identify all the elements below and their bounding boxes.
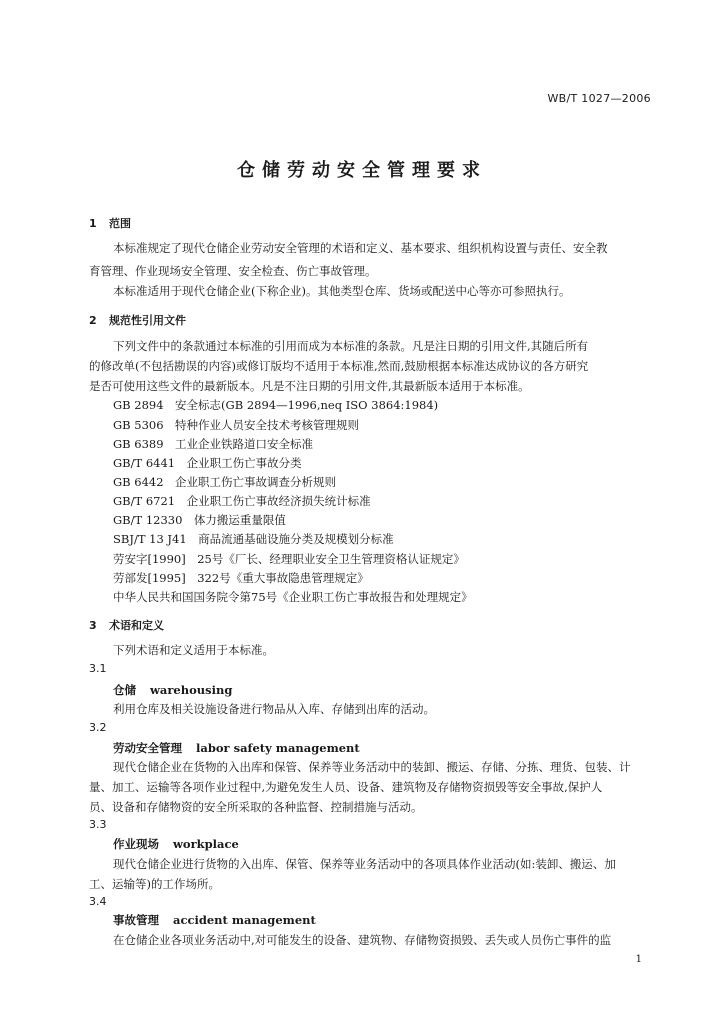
clause-number: 3.3 bbox=[89, 818, 107, 831]
paragraph-line: 本标准规定了现代仓储企业劳动安全管理的术语和定义、基本要求、组织机构设置与责任、安全教 bbox=[113, 241, 608, 255]
reference-item: 劳部发[1995] 322号《重大事故隐患管理规定》 bbox=[113, 571, 369, 585]
reference-item: GB 6389 工业企业铁路道口安全标准 bbox=[113, 437, 314, 451]
term-chinese: 仓储 bbox=[113, 683, 136, 697]
paragraph-line: 是否可使用这些文件的最新版本。凡是不注日期的引用文件,其最新版本适用于本标准。 bbox=[89, 379, 530, 393]
section-2-heading bbox=[89, 312, 186, 328]
paragraph-line: 下列文件中的条款通过本标准的引用而成为本标准的条款。凡是注日期的引用文件,其随后所有 bbox=[113, 339, 589, 353]
clause-number: 3.4 bbox=[89, 895, 107, 908]
definition-line: 现代仓储企业进行货物的入出库、保管、保养等业务活动中的各项具体作业活动(如:装卸、搬运、加 bbox=[113, 857, 616, 871]
definition-line: 量、加工、运输等各项作业过程中,为避免发生人员、设备、建筑物及存储物资损毁等安全事故,保护人 bbox=[89, 780, 603, 794]
term-heading bbox=[113, 836, 239, 852]
term-english: workplace bbox=[173, 837, 239, 851]
page-number: 1 bbox=[635, 954, 642, 965]
section-number: 1 bbox=[89, 217, 97, 230]
document-title: 仓储劳动安全管理要求 bbox=[237, 160, 487, 181]
definition-line: 工、运输等)的工作场所。 bbox=[89, 877, 220, 891]
section-1-heading bbox=[89, 215, 131, 231]
term-english: accident management bbox=[173, 913, 316, 927]
section-title: 术语和定义 bbox=[109, 619, 164, 632]
definition-line: 员、设备和存储物资的安全所采取的各种监督、控制措施与活动。 bbox=[89, 800, 423, 814]
paragraph-line: 的修改单(不包括勘误的内容)或修订版均不适用于本标准,然而,鼓励根据本标准达成协议的各方研究 bbox=[89, 359, 589, 373]
section-number: 2 bbox=[89, 314, 97, 327]
term-english: warehousing bbox=[150, 683, 233, 697]
definition-line: 利用仓库及相关设施设备进行物品从入库、存储到出库的活动。 bbox=[113, 702, 435, 716]
definition-line: 在仓储企业各项业务活动中,对可能发生的设备、建筑物、存储物资损毁、丢失或人员伤亡事件的监 bbox=[113, 933, 612, 947]
clause-number: 3.2 bbox=[89, 721, 107, 734]
term-english: labor safety management bbox=[196, 741, 360, 755]
section-3-heading bbox=[89, 617, 164, 633]
reference-item: 劳安字[1990] 25号《厂长、经理职业安全卫生管理资格认证规定》 bbox=[113, 552, 465, 566]
standard-code: WB/T 1027—2006 bbox=[547, 92, 651, 105]
section-title: 范围 bbox=[109, 217, 131, 230]
reference-item: GB 5306 特种作业人员安全技术考核管理规则 bbox=[113, 418, 360, 432]
term-heading bbox=[113, 912, 316, 928]
definition-line: 现代仓储企业在货物的入出库和保管、保养等业务活动中的装卸、搬运、存储、分拣、理货、包装、计 bbox=[113, 760, 631, 774]
reference-item: GB/T 12330 体力搬运重量限值 bbox=[113, 513, 286, 527]
reference-item: GB 6442 企业职工伤亡事故调查分析规则 bbox=[113, 475, 337, 489]
reference-item: GB 2894 安全标志(GB 2894—1996,neq ISO 3864:1984) bbox=[113, 398, 439, 412]
reference-item: SBJ/T 13 J41 商品流通基础设施分类及规模划分标准 bbox=[113, 532, 394, 546]
clause-number: 3.1 bbox=[89, 662, 107, 675]
paragraph-line: 本标准适用于现代仓储企业(下称企业)。其他类型仓库、货场或配送中心等亦可参照执行。 bbox=[113, 284, 571, 298]
reference-item: GB/T 6721 企业职工伤亡事故经济损失统计标准 bbox=[113, 494, 371, 508]
reference-item: 中华人民共和国国务院令第75号《企业职工伤亡事故报告和处理规定》 bbox=[113, 590, 473, 604]
term-chinese: 事故管理 bbox=[113, 913, 159, 927]
term-chinese: 劳动安全管理 bbox=[113, 741, 182, 755]
term-heading bbox=[113, 740, 360, 756]
term-heading bbox=[113, 682, 232, 698]
section-number: 3 bbox=[89, 619, 97, 632]
paragraph-line: 育管理、作业现场安全管理、安全检查、伤亡事故管理。 bbox=[89, 264, 377, 278]
reference-item: GB/T 6441 企业职工伤亡事故分类 bbox=[113, 456, 302, 470]
section-title: 规范性引用文件 bbox=[109, 314, 186, 327]
term-chinese: 作业现场 bbox=[113, 837, 159, 851]
paragraph-line: 下列术语和定义适用于本标准。 bbox=[113, 643, 274, 657]
